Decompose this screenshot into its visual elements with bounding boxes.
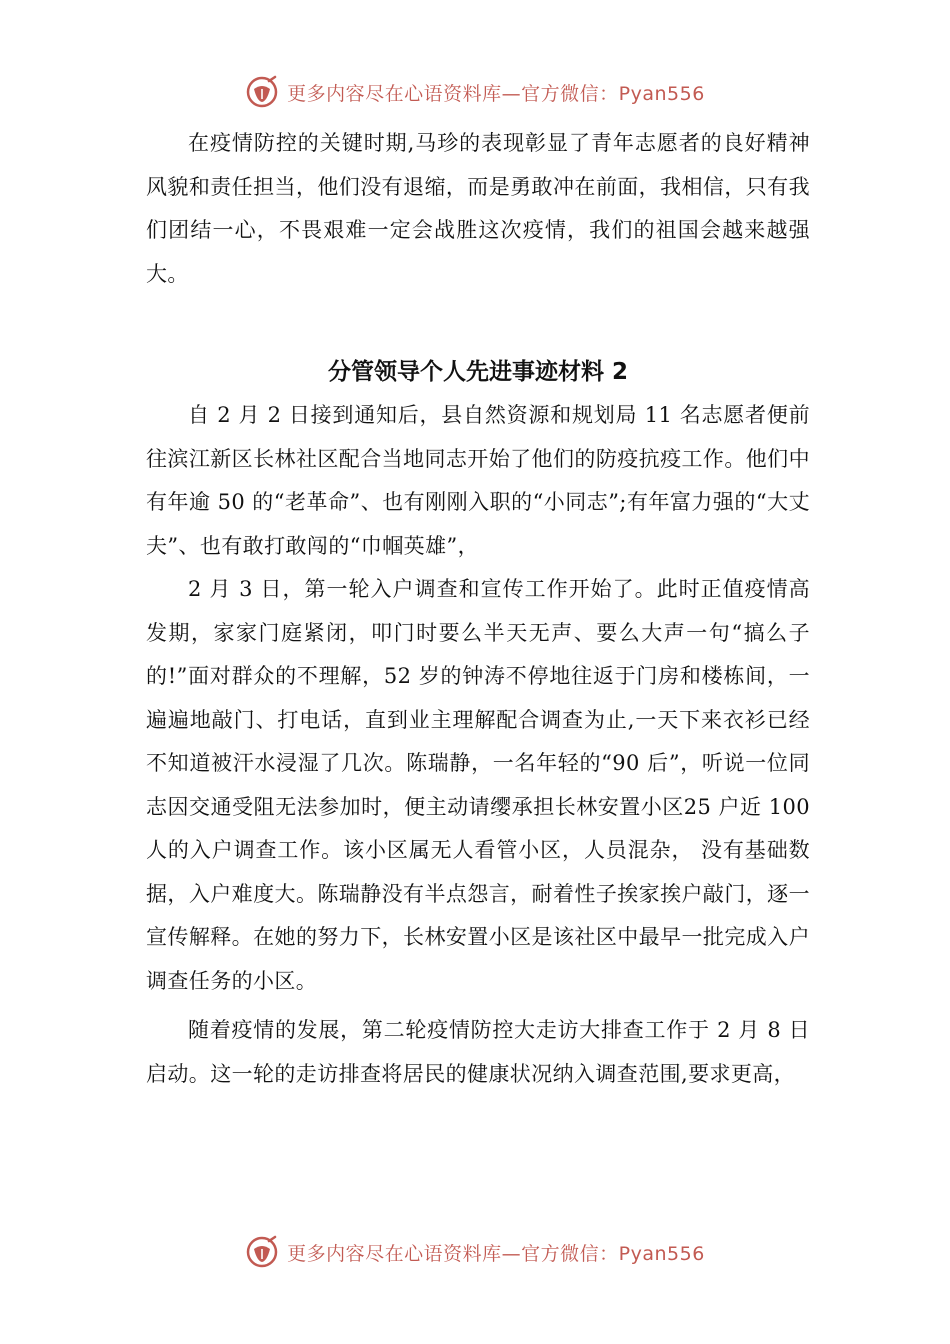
tongue-logo-icon bbox=[245, 75, 279, 109]
tongue-logo-icon bbox=[245, 1235, 279, 1269]
body-paragraph-3: 随着疫情的发展，第二轮疫情防控大走访大排查工作于 2 月 8 日启动。这一轮的走访排查将居民的健康状况纳入调查范围,要求更高， bbox=[146, 1018, 810, 1086]
body-paragraph-2: 2 月 3 日，第一轮入户调查和宣传工作开始了。此时正值疫情高发期，家家门庭紧闭，叩门时要么半天无声、要么大声一句“搞么子的!”面对群众的不理解，52 岁的钟涛不停地往返于门房和楼栋间，一遍遍地敲门、打电话，直到业主理解配合调查为止,一天下来衣衫已经不知道被汗水浸湿了几次。陈瑞静，一名年轻的“90 后”，听说一位同志因交通受阻无法参加时，便主动请缨承担长林安置小区25 户近 100 人的入户调查工作。该小区属无人看管小区，人员混杂， 没有基础数据，入户难度大。陈瑞静没有半点怨言，耐着性子挨家挨户敲门，逐一宣传解释。在她的努力下，长林安置小区是该社区中最早一批完成入户调查任务的小区。 bbox=[146, 577, 810, 993]
header-watermark bbox=[0, 72, 950, 112]
watermark-text: 更多内容尽在心语资料库—官方微信：Pyan556 bbox=[287, 1242, 705, 1265]
intro-paragraph: 在疫情防控的关键时期,马珍的表现彰显了青年志愿者的良好精神风貌和责任担当，他们没有退缩，而是勇敢冲在前面，我相信，只有我们团结一心，不畏艰难一定会战胜这次疫情，我们的祖国会越来越强大。 bbox=[146, 131, 810, 286]
watermark-text: 更多内容尽在心语资料库—官方微信：Pyan556 bbox=[287, 82, 705, 105]
document-body bbox=[146, 122, 810, 1096]
body-paragraph-1: 自 2 月 2 日接到通知后，县自然资源和规划局 11 名志愿者便前往滨江新区长林社区配合当地同志开始了他们的防疫抗疫工作。他们中有年逾 50 的“老革命”、也有刚刚入职的“小同志”;有年富力强的“大丈夫”、也有敢打敢闯的“巾帼英雄”， bbox=[146, 403, 810, 558]
section-title: 分管领导个人先进事迹材料 2 bbox=[327, 359, 628, 385]
footer-watermark bbox=[0, 1232, 950, 1272]
